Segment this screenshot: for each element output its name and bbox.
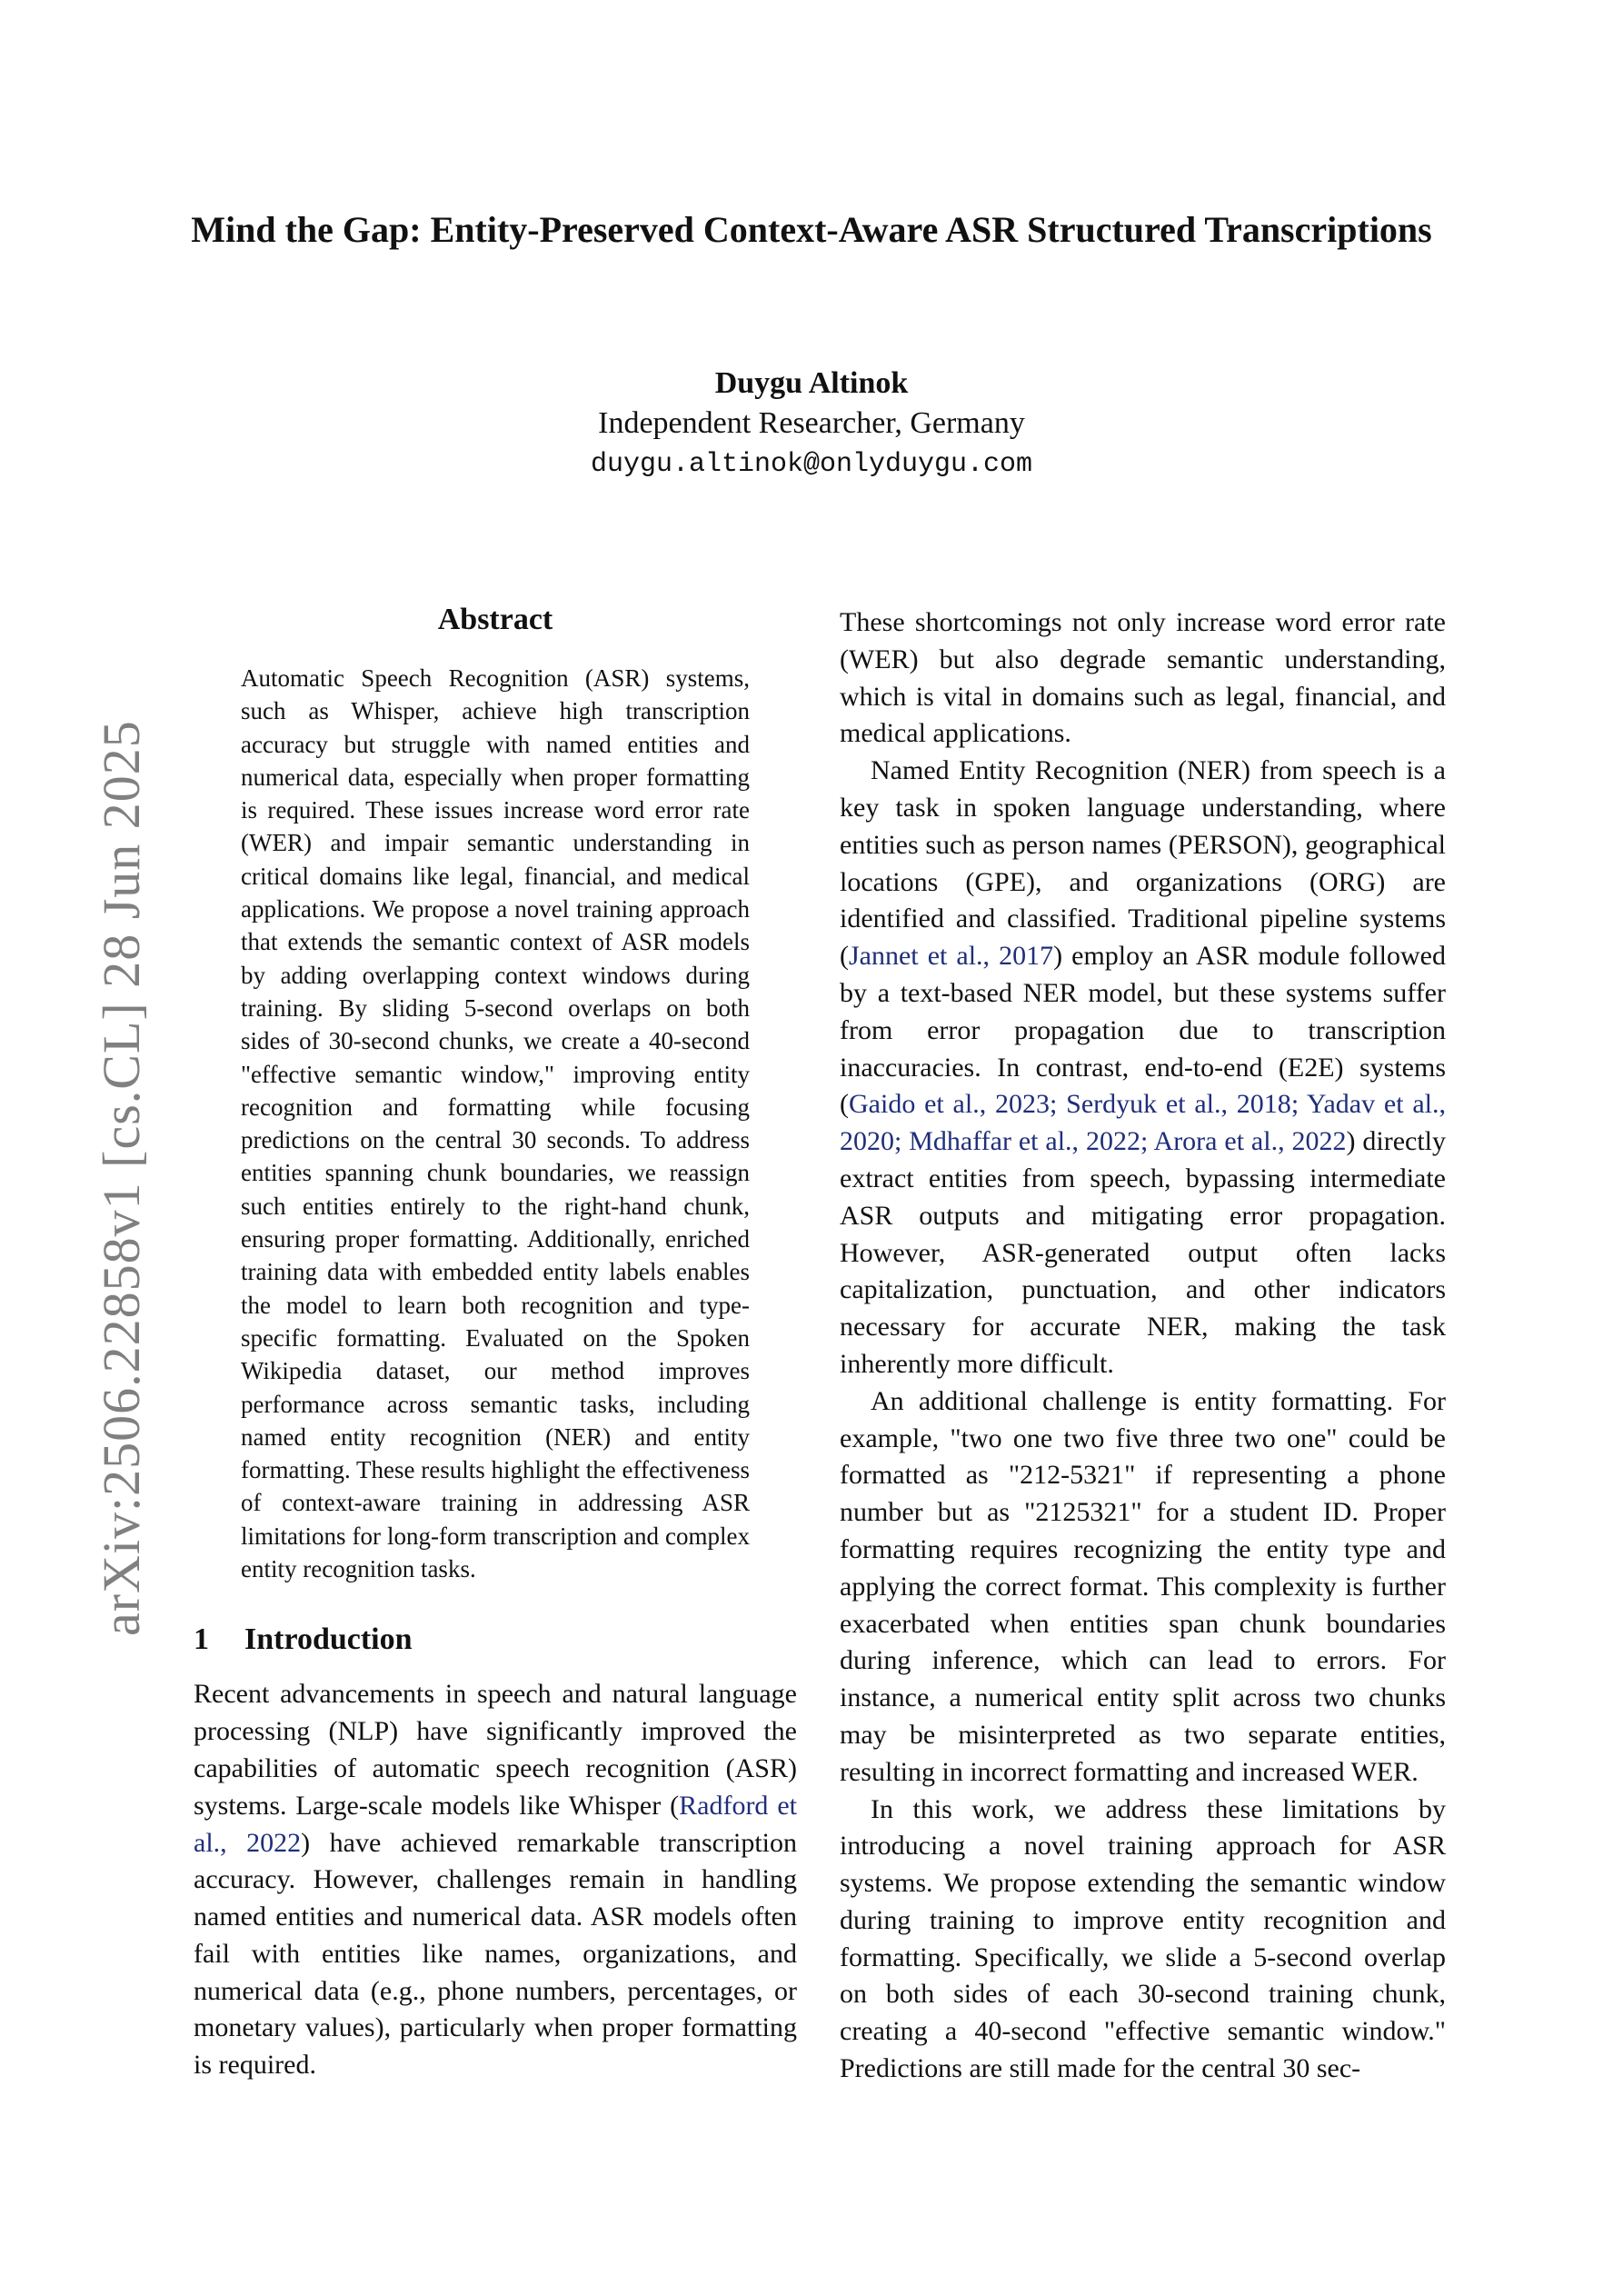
citation-link[interactable]: Serdyuk et al., 2018 bbox=[1066, 1089, 1291, 1120]
intro-text-1: Recent advancements in speech and natural language processing (NLP) have significantly improved the capabilities of automatic speech recognition (ASR) systems. Large-scale models like Whisper ( bbox=[194, 1679, 797, 1821]
intro-text-2: ) have achieved remarkable transcription accuracy. However, challenges remain in handling named entities and numerical data. ASR models often fail with entities like names, organizations, and numerical data (e.g., phone numbers, percentages, or monetary values), particularly when proper formatting is required. bbox=[194, 1827, 797, 2081]
section-number: 1 bbox=[194, 1622, 209, 1657]
citation-separator: ; bbox=[1050, 1089, 1067, 1120]
citation-link[interactable]: Jannet et al., 2017 bbox=[849, 941, 1054, 972]
author-affiliation: Independent Researcher, Germany bbox=[598, 406, 1025, 440]
citation-link[interactable]: Mdhaffar et al., 2022 bbox=[909, 1126, 1140, 1157]
body-paragraph-1: These shortcomings not only increase word error rate (WER) but also degrade semantic understanding, which is vital in domains such as legal, financial, and medical applications. bbox=[840, 607, 1446, 749]
para2-text-a: Named Entity Recognition (NER) from speech is a key task in spoken language understanding, where entities such as person names (PERSON), geographical locations (GPE), and organizations (ORG) are identified and classified. Traditional pipeline systems ( bbox=[840, 755, 1446, 972]
para2-text-b: ) employ an ASR module followed by a text-based NER model, but these systems suffer from error propagation due to transcription inaccuracies. In contrast, end-to-end (E2E) systems ( bbox=[840, 941, 1446, 1120]
introduction-paragraph bbox=[194, 1676, 797, 2084]
section-title: Introduction bbox=[244, 1622, 413, 1657]
arxiv-identifier[interactable]: arXiv:2506.22858v1 [cs.CL] 28 Jun 2025 bbox=[92, 720, 151, 1636]
body-paragraph-3: An additional challenge is entity formatting. For example, "two one two five three two one" could be formatted as "212-5321" if representing a phone number but as "2125321" for a student ID. Proper formatting requires recognizing the entity type and applying the correct format. This complexity is further exacerbated when entities span chunk boundaries during inference, which can lead to errors. For instance, a numerical entity split across two chunks may be misinterpreted as two separate entities, resulting in incorrect formatting and increased WER. bbox=[840, 1385, 1446, 1787]
author-block bbox=[182, 364, 1441, 485]
paper-title: Mind the Gap: Entity-Preserved Context-Aware ASR Structured Transcriptions bbox=[191, 209, 1432, 250]
citation-link[interactable]: Radford et al., 2022 bbox=[194, 1790, 797, 1858]
body-paragraph-4: In this work, we address these limitations by introducing a novel training approach for ASR systems. We propose extending the semantic window during training to improve entity recognition and formatting. Specifically, we slide a 5-second overlap on both sides of each 30-second training chunk, creating a 40-second "effective semantic window." Predictions are still made for the central 30 sec- bbox=[840, 1793, 1446, 2084]
citation-separator: ; bbox=[1290, 1089, 1307, 1120]
author-email[interactable]: duygu.altinok@onlyduygu.com bbox=[590, 449, 1033, 480]
abstract-text: Automatic Speech Recognition (ASR) systems, such as Whisper, achieve high transcription accuracy but struggle with named entities and numerical data, especially when proper formatting is required. These issues increase word error rate (WER) and impair semantic understanding in critical domains like legal, financial, and medical applications. We propose a novel training approach that extends the semantic context of ASR models by adding overlapping context windows during training. By sliding 5-second overlaps on both sides of 30-second chunks, we create a 40-second "effective semantic window," improving entity recognition and formatting while focusing predictions on the central 30 seconds. To address entities spanning chunk boundaries, we reassign such entities entirely to the right-hand chunk, ensuring proper formatting. Additionally, enriched training data with embedded entity labels enables the model to learn both recognition and type-specific formatting. Evaluated on the Spoken Wikipedia dataset, our method improves performance across semantic tasks, including named entity recognition (NER) and entity formatting. These results highlight the effectiveness of context-aware training in addressing ASR limitations for long-form transcription and complex entity recognition tasks. bbox=[241, 664, 750, 1583]
citation-link[interactable]: Arora et al., 2022 bbox=[1153, 1126, 1347, 1157]
introduction-heading bbox=[194, 1620, 797, 1660]
citation-link[interactable]: Gaido et al., 2023 bbox=[849, 1089, 1050, 1120]
citation-separator: ; bbox=[894, 1126, 910, 1157]
left-column bbox=[194, 600, 797, 2084]
citation-separator: ; bbox=[1140, 1126, 1154, 1157]
right-column bbox=[840, 604, 1446, 2088]
abstract-heading: Abstract bbox=[437, 603, 553, 636]
citation-link[interactable]: Yadav et al., 2020 bbox=[840, 1089, 1447, 1157]
para2-text-c: ) directly extract entities from speech, bypassing intermediate ASR outputs and mitigating error propagation. However, ASR-generated output often lacks capitalization, punctuation, and other indicators necessary for accurate NER, making the task inherently more difficult. bbox=[840, 1126, 1446, 1379]
body-paragraph-2 bbox=[840, 753, 1446, 1383]
author-name: Duygu Altinok bbox=[714, 366, 909, 400]
